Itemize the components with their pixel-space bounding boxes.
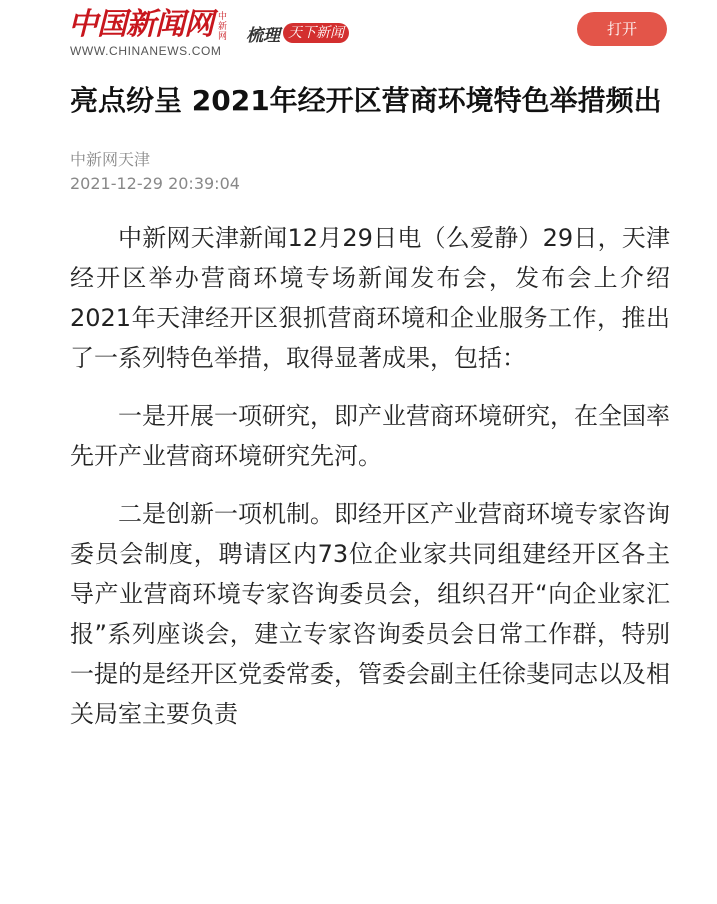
slogan-part1: 梳理 [246,25,280,46]
article-timestamp: 2021-12-29 20:39:04 [70,174,240,193]
article-meta [70,148,670,196]
slogan [246,20,349,46]
article-source: 中新网天津 [70,150,151,169]
article [70,76,670,752]
logo-url: WWW.CHINANEWS.COM [70,44,222,58]
chinanews-logo[interactable] [68,8,228,58]
article-paragraph: 一是开展一项研究，即产业营商环境研究，在全国率先开产业营商环境研究先河。 [70,402,670,470]
top-header [0,0,717,62]
article-paragraph: 二是创新一项机制。即经开区产业营商环境专家咨询委员会制度，聘请区内73位企业家共同组建经开区各主导产业营商环境专家咨询委员会，组织召开“向企业家汇报”系列座谈会，建立专家咨询委员会日常工作群，特别一提的是经开区党委常委，管委会副主任徐斐同志以及相关局室主要负责 [70,500,670,728]
open-app-button[interactable]: 打开 [577,12,667,46]
slogan-part2: 天下新闻 [283,23,349,43]
article-title: 亮点纷呈 2021年经开区营商环境特色举措频出 [70,84,662,117]
logo-wordmark: 中国新闻网 [68,7,213,42]
article-body [70,218,670,734]
article-paragraph: 中新网天津新闻12月29日电（么爱静）29日，天津经开区举办营商环境专场新闻发布会，发布会上介绍2021年天津经开区狠抓营商环境和企业服务工作，推出了一系列特色举措，取得显著成果，包括： [70,224,670,372]
logo-side-text: 中新网 [218,12,228,42]
